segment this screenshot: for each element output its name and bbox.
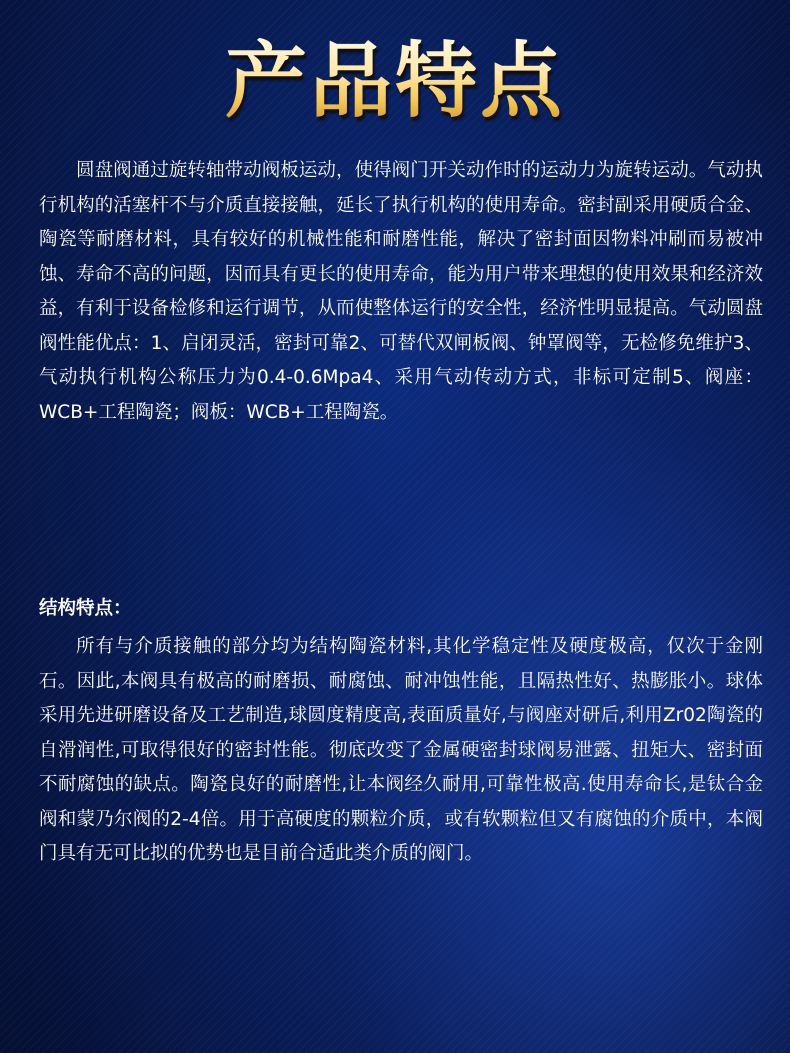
intro-paragraph-text: 圆盘阀通过旋转轴带动阀板运动，使得阀门开关动作时的运动力为旋转运动。气动执行机构的活塞杆不与介质直接接触，延长了执行机构的使用寿命。密封副采用硬质合金、陶瓷等耐磨材料，具有较好的机械性能和耐磨性能，解决了密封面因物料冲刷而易被冲蚀、寿命不高的问题，因而具有更长的使用寿命，能为用户带来理想的使用效果和经济效益，有利于设备检修和运行调节，从而使整体运行的安全性，经济性明显提高。气动圆盘阀性能优点：1、启闭灵活，密封可靠2、可替代双闸板阀、钟罩阀等，无检修免维护3、气动执行机构公称压力为0.4-0.6Mpa4、采用气动传动方式，非标可定制5、阀座：WCB+工程陶瓷；阀板：WCB+工程陶瓷。 [39,160,763,423]
structure-paragraph-text: 所有与介质接触的部分均为结构陶瓷材料,其化学稳定性及硬度极高，仅次于金刚石。因此,本阀具有极高的耐磨损、耐腐蚀、耐冲蚀性能，且隔热性好、热膨胀小。球体采用先进研磨设备及工艺制造,球圆度精度高,表面质量好,与阀座对研后,利用Zr02陶瓷的自滑润性,可取得很好的密封性能。彻底改变了金属硬密封球阀易泄露、扭矩大、密封面不耐腐蚀的缺点。陶瓷良好的耐磨性,让本阀经久耐用,可靠性极高.使用寿命长,是钛合金阀和蒙乃尔阀的2-4倍。用于高硬度的颗粒介质，或有软颗粒但又有腐蚀的介质中，本阀门具有无可比拟的优势也是目前合适此类介质的阀门。 [39,636,763,864]
section-heading: 结构特点： [39,598,132,619]
structure-paragraph [39,630,763,872]
intro-paragraph [39,154,763,430]
page-title: 产品特点 [0,32,790,132]
